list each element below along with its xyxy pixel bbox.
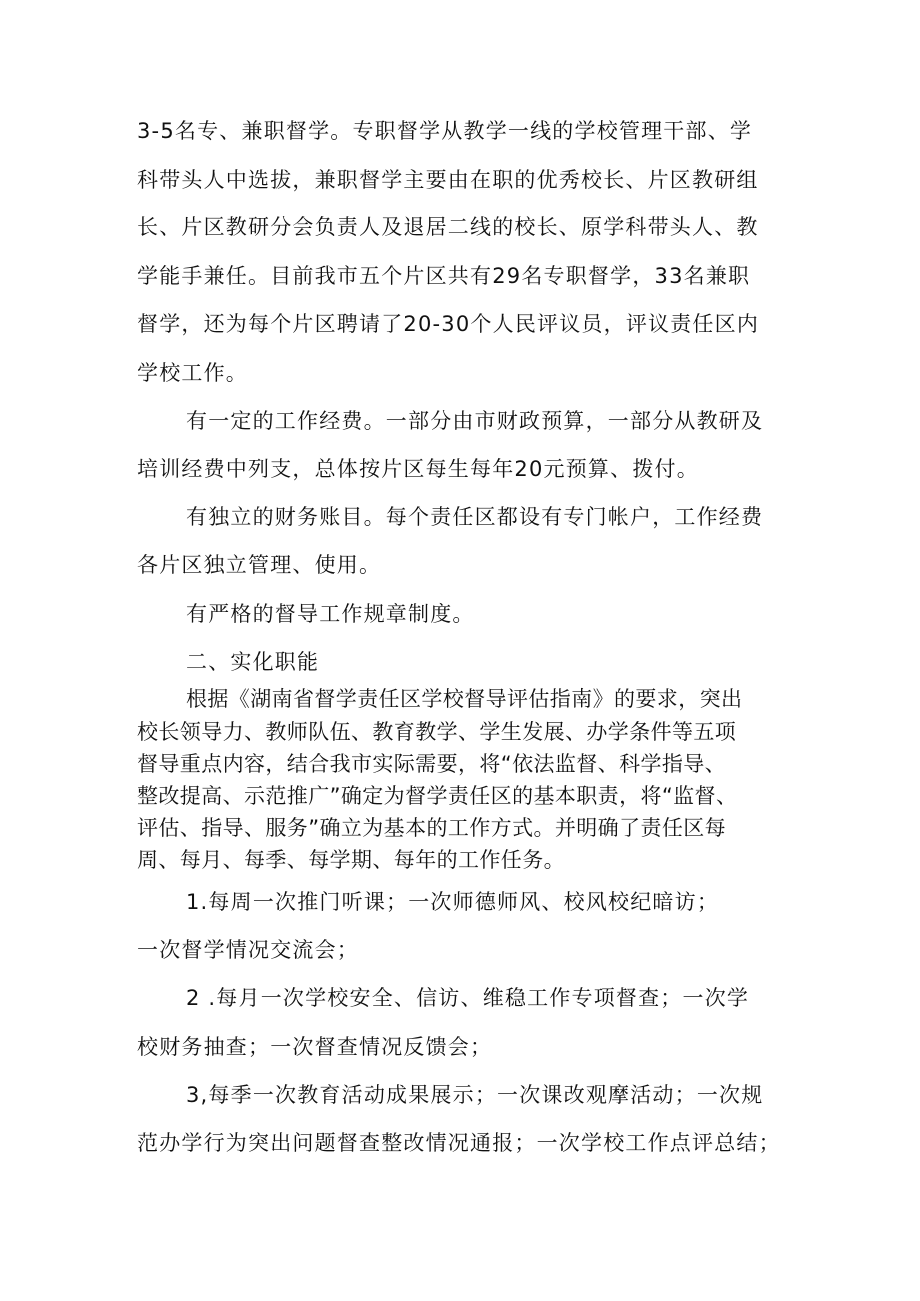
list-item-continuation: 范办学行为突出问题督查整改情况通报；一次学校工作点评总结； (137, 1131, 781, 1155)
paragraph-line: 根据《湖南省督学责任区学校督导评估指南》的要求，突出 (186, 687, 743, 711)
paragraph-line: 各片区独立管理、使用。 (137, 553, 382, 577)
text-line: 3-5名专、兼职督学。专职督学从教学一线的学校管理干部、学 (137, 119, 753, 143)
text-line: 长、片区教研分会负责人及退居二线的校长、原学科带头人、教 (137, 215, 759, 239)
paragraph-line: 有一定的工作经费。一部分由市财政预算，一部分从教研及 (186, 409, 764, 433)
text-line: 学校工作。 (137, 361, 248, 385)
list-item-continuation: 一次督学情况交流会； (137, 938, 359, 962)
list-item-continuation: 校财务抽查；一次督查情况反馈会； (137, 1035, 493, 1059)
list-item: 2 .每月一次学校安全、信访、维稳工作专项督查；一次学 (186, 986, 750, 1010)
text-line: 督学，还为每个片区聘请了20-30个人民评议员，评议责任区内 (137, 312, 760, 336)
paragraph-line: 有严格的督导工作规章制度。 (186, 602, 475, 626)
list-item: 3,每季一次教育活动成果展示；一次课改观摩活动；一次规 (186, 1083, 764, 1107)
paragraph-line: 培训经费中列支，总体按片区每生每年20元预算、拨付。 (137, 457, 699, 481)
section-heading: 二、实化职能 (186, 650, 320, 674)
paragraph-line: 整改提高、示范推广”确定为督学责任区的基本职责，将“监督、 (137, 784, 738, 808)
list-item: 1.每周一次推门听课；一次师德师风、校风校纪暗访； (186, 890, 720, 914)
paragraph-line: 周、每月、每季、每学期、每年的工作任务。 (137, 848, 565, 872)
paragraph-line: 校长领导力、教师队伍、教育教学、学生发展、办学条件等五项 (137, 720, 737, 744)
paragraph-line: 评估、指导、服务”确立为基本的工作方式。并明确了责任区每 (137, 816, 727, 840)
text-line: 科带头人中选拔，兼职督学主要由在职的优秀校长、片区教研组 (137, 168, 759, 192)
text-line: 学能手兼任。目前我市五个片区共有29名专职督学，33名兼职 (137, 264, 751, 288)
paragraph-line: 督导重点内容，结合我市实际需要，将“依法监督、科学指导、 (137, 752, 727, 776)
paragraph-line: 有独立的财务账目。每个责任区都设有专门帐户，工作经费 (186, 505, 764, 529)
